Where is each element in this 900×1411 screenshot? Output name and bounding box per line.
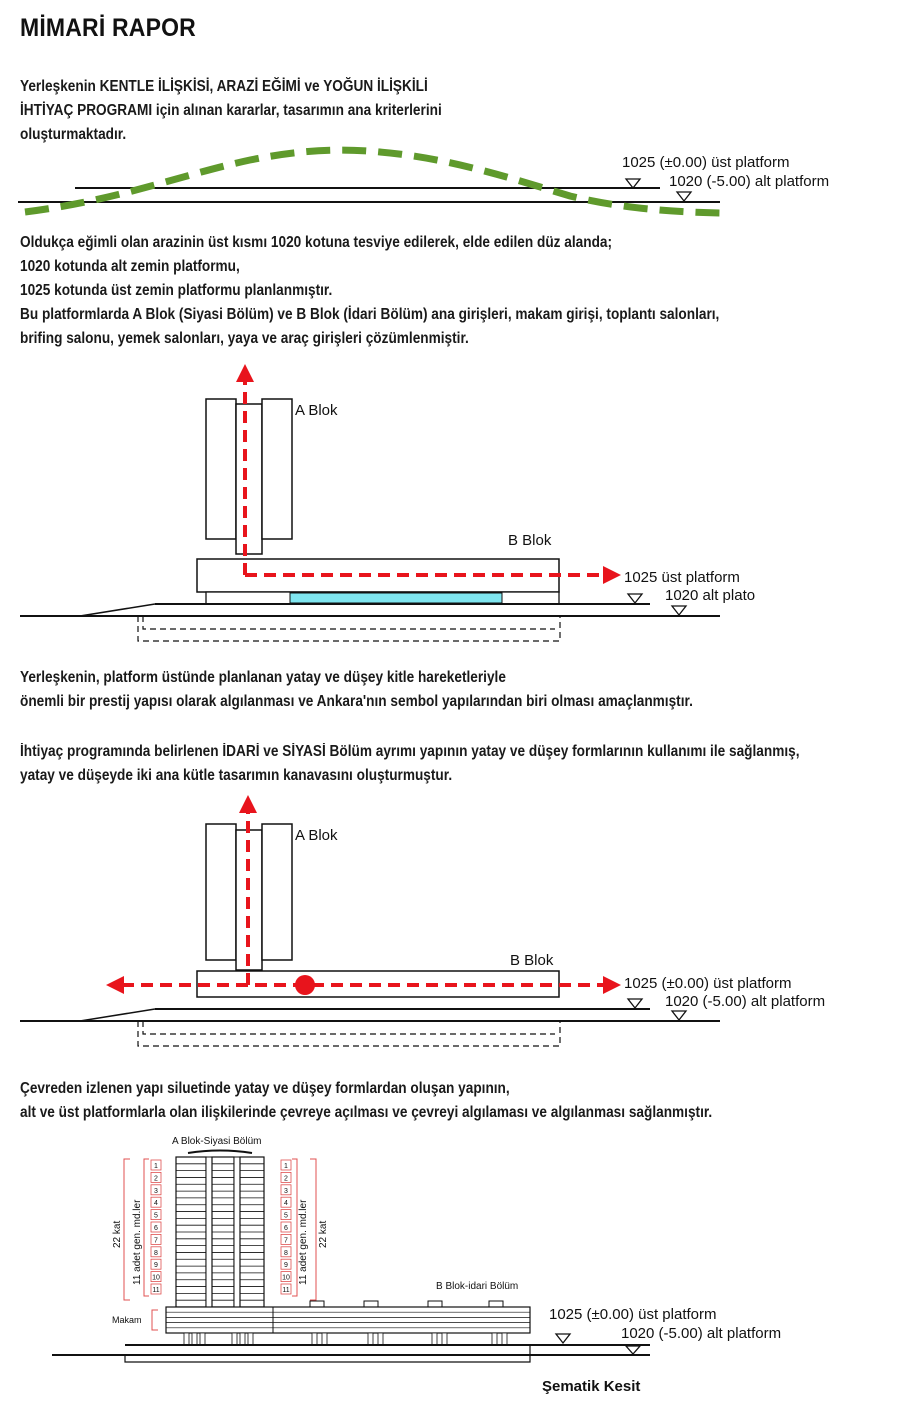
floor-number: 2	[154, 1175, 158, 1183]
podium-column	[378, 1333, 383, 1345]
paragraph-line: Çevreden izlenen yapı siluetinde yatay ve düşey formlardan oluşan yapının,	[20, 1080, 510, 1097]
paragraph-line: brifing salonu, yemek salonları, yaya ve araç girişleri çözümlenmiştir.	[20, 330, 469, 347]
a-blok-core	[236, 404, 262, 554]
lower-platform-label: 1020 (-5.00) alt platform	[621, 1325, 782, 1342]
podium-column	[322, 1333, 327, 1345]
podium-column	[442, 1333, 447, 1345]
floor-number: 9	[154, 1262, 158, 1270]
floor-number: 7	[154, 1237, 158, 1245]
floor-number: 11	[282, 1287, 290, 1294]
floor-numbers-right	[281, 1160, 291, 1294]
floor-number: 3	[154, 1187, 158, 1195]
level-marker-upper	[628, 999, 642, 1008]
water-feature	[290, 593, 502, 603]
podium-column	[192, 1333, 197, 1345]
arrow-head-up	[239, 795, 257, 813]
level-marker-upper	[626, 179, 640, 188]
floor-number: 8	[154, 1249, 158, 1257]
page-title: MİMARİ RAPOR	[20, 14, 196, 42]
lower-platform-label: 1020 (-5.00) alt platform	[665, 993, 826, 1010]
podium-column	[240, 1333, 245, 1345]
floor-number: 10	[282, 1274, 290, 1282]
level-marker-upper	[556, 1334, 570, 1343]
podium-column	[200, 1333, 205, 1345]
a-blok-right-slab	[262, 824, 292, 960]
b-blok-section-label: B Blok-idari Bölüm	[436, 1281, 519, 1292]
floor-number: 4	[154, 1200, 158, 1208]
entrance-node	[295, 975, 315, 995]
terrain-diagram	[18, 150, 829, 213]
podium-column	[248, 1333, 253, 1345]
paragraph-line: 1025 kotunda üst zemin platformu planlanmıştır.	[20, 282, 333, 299]
podium-column	[184, 1333, 189, 1345]
arrow-head-up	[236, 364, 254, 382]
paragraph-line: İhtiyaç programında belirlenen İDARİ ve SİYASİ Bölüm ayrımı yapının yatay ve düşey formlarının kullanımı ile sağlanmış,	[20, 743, 800, 760]
level-marker-lower	[677, 192, 691, 201]
genmd-bracket-right	[292, 1159, 297, 1296]
genmd-bracket-left	[144, 1159, 149, 1296]
kat-bracket-right	[310, 1159, 316, 1300]
a-blok-right-slab	[262, 399, 292, 539]
paragraph-line: Yerleşkenin, platform üstünde planlanan yatay ve düşey kitle hareketleriyle	[20, 669, 506, 686]
basement-outline	[138, 616, 560, 641]
floor-number: 3	[284, 1187, 288, 1195]
upper-platform-label: 1025 üst platform	[624, 569, 740, 586]
floor-number: 1	[284, 1163, 288, 1170]
tower-core-left	[206, 1157, 212, 1307]
tower-core-right	[234, 1157, 240, 1307]
terrain-curve	[25, 150, 720, 213]
paragraph-line: önemli bir prestij yapısı olarak algılanması ve Ankara'nın sembol yapılarından biri olması amaçlanmıştır.	[20, 693, 693, 710]
arrow-head-right	[603, 566, 621, 584]
podium-column	[432, 1333, 437, 1345]
b-blok-label: B Blok	[510, 952, 554, 969]
level-marker-lower	[672, 606, 686, 615]
section-caption: Şematik Kesit	[542, 1378, 641, 1395]
floor-number: 11	[152, 1287, 160, 1294]
a-blok-label: A Blok	[295, 827, 338, 844]
floor-number: 5	[284, 1212, 288, 1220]
level-marker-upper	[628, 594, 642, 603]
floor-number: 7	[284, 1237, 288, 1245]
foundation-outline	[125, 1345, 530, 1362]
ramp	[80, 604, 155, 616]
paragraph-line: oluşturmaktadır.	[20, 126, 127, 143]
floor-number: 2	[284, 1175, 288, 1183]
upper-platform-label: 1025 (±0.00) üst platform	[549, 1306, 717, 1323]
lower-platform-label: 1020 (-5.00) alt platform	[669, 173, 830, 190]
lower-platform-label: 1020 alt plato	[665, 587, 756, 604]
genmd-label-right: 11 adet gen. md.ler	[298, 1199, 309, 1285]
upper-platform-label: 1025 (±0.00) üst platform	[622, 154, 790, 171]
paragraph-line: yatay ve düşeyde iki ana kütle tasarımın kanavasını oluşturmuştur.	[20, 767, 453, 784]
tower-floor-lines	[176, 1164, 264, 1300]
arrow-head-right	[603, 976, 621, 994]
a-blok-section-label: A Blok-Siyasi Bölüm	[172, 1136, 262, 1147]
floor-number: 8	[284, 1249, 288, 1257]
basement-outline	[138, 1021, 560, 1046]
genmd-label-left: 11 adet gen. md.ler	[132, 1199, 143, 1285]
paragraph-line: 1020 kotunda alt zemin platformu,	[20, 258, 240, 275]
kat-bracket-left	[124, 1159, 130, 1300]
a-blok-left-slab	[206, 399, 236, 539]
kat-label-right: 22 kat	[318, 1220, 329, 1248]
floor-number: 1	[154, 1163, 158, 1170]
paragraph-line: İHTİYAÇ PROGRAMI için alınan kararlar, tasarımın ana kriterlerini	[20, 102, 442, 119]
podium-column	[368, 1333, 373, 1345]
makam-bracket	[152, 1310, 158, 1330]
podium-columns	[184, 1333, 507, 1345]
roof-box	[428, 1301, 442, 1307]
podium-column	[492, 1333, 497, 1345]
ramp	[80, 1009, 155, 1021]
level-marker-lower	[626, 1346, 640, 1354]
paragraph-line: Yerleşkenin KENTLE İLİŞKİSİ, ARAZİ EĞİMİ ve YOĞUN İLİŞKİLİ	[20, 78, 428, 95]
a-blok-label: A Blok	[295, 402, 338, 419]
floor-number: 4	[284, 1200, 288, 1208]
block-diagram-1	[20, 364, 755, 641]
podium-column	[232, 1333, 237, 1345]
block-diagram-2	[20, 795, 825, 1046]
floor-number: 9	[284, 1262, 288, 1270]
arrow-head-left	[106, 976, 124, 994]
floor-number: 10	[152, 1274, 160, 1282]
roof-box	[364, 1301, 378, 1307]
schematic-section	[52, 1136, 781, 1395]
roof-bracket	[188, 1151, 252, 1154]
floor-numbers-left	[151, 1160, 161, 1294]
upper-platform-label: 1025 (±0.00) üst platform	[624, 975, 792, 992]
level-marker-lower	[672, 1011, 686, 1020]
paragraph-line: Bu platformlarda A Blok (Siyasi Bölüm) ve B Blok (İdari Bölüm) ana girişleri, makam girişi, toplantı salonları,	[20, 306, 720, 323]
roof-box	[489, 1301, 503, 1307]
makam-label: Makam	[112, 1315, 142, 1325]
floor-number: 6	[284, 1225, 288, 1232]
b-blok-body	[166, 1307, 530, 1333]
b-blok-label: B Blok	[508, 532, 552, 549]
podium-column	[502, 1333, 507, 1345]
floor-number: 5	[154, 1212, 158, 1220]
floor-number: 6	[154, 1225, 158, 1232]
paragraph-line: Oldukça eğimli olan arazinin üst kısmı 1020 kotuna tesviye edilerek, elde edilen düz alanda;	[20, 234, 613, 251]
paragraph-line: alt ve üst platformlarla olan ilişkilerinde çevreye açılması ve çevreyi algılaması ve algılanması sağlanmıştır.	[20, 1104, 713, 1121]
roof-box	[310, 1301, 324, 1307]
a-blok-left-slab	[206, 824, 236, 960]
kat-label-left: 22 kat	[112, 1220, 123, 1248]
podium-column	[312, 1333, 317, 1345]
